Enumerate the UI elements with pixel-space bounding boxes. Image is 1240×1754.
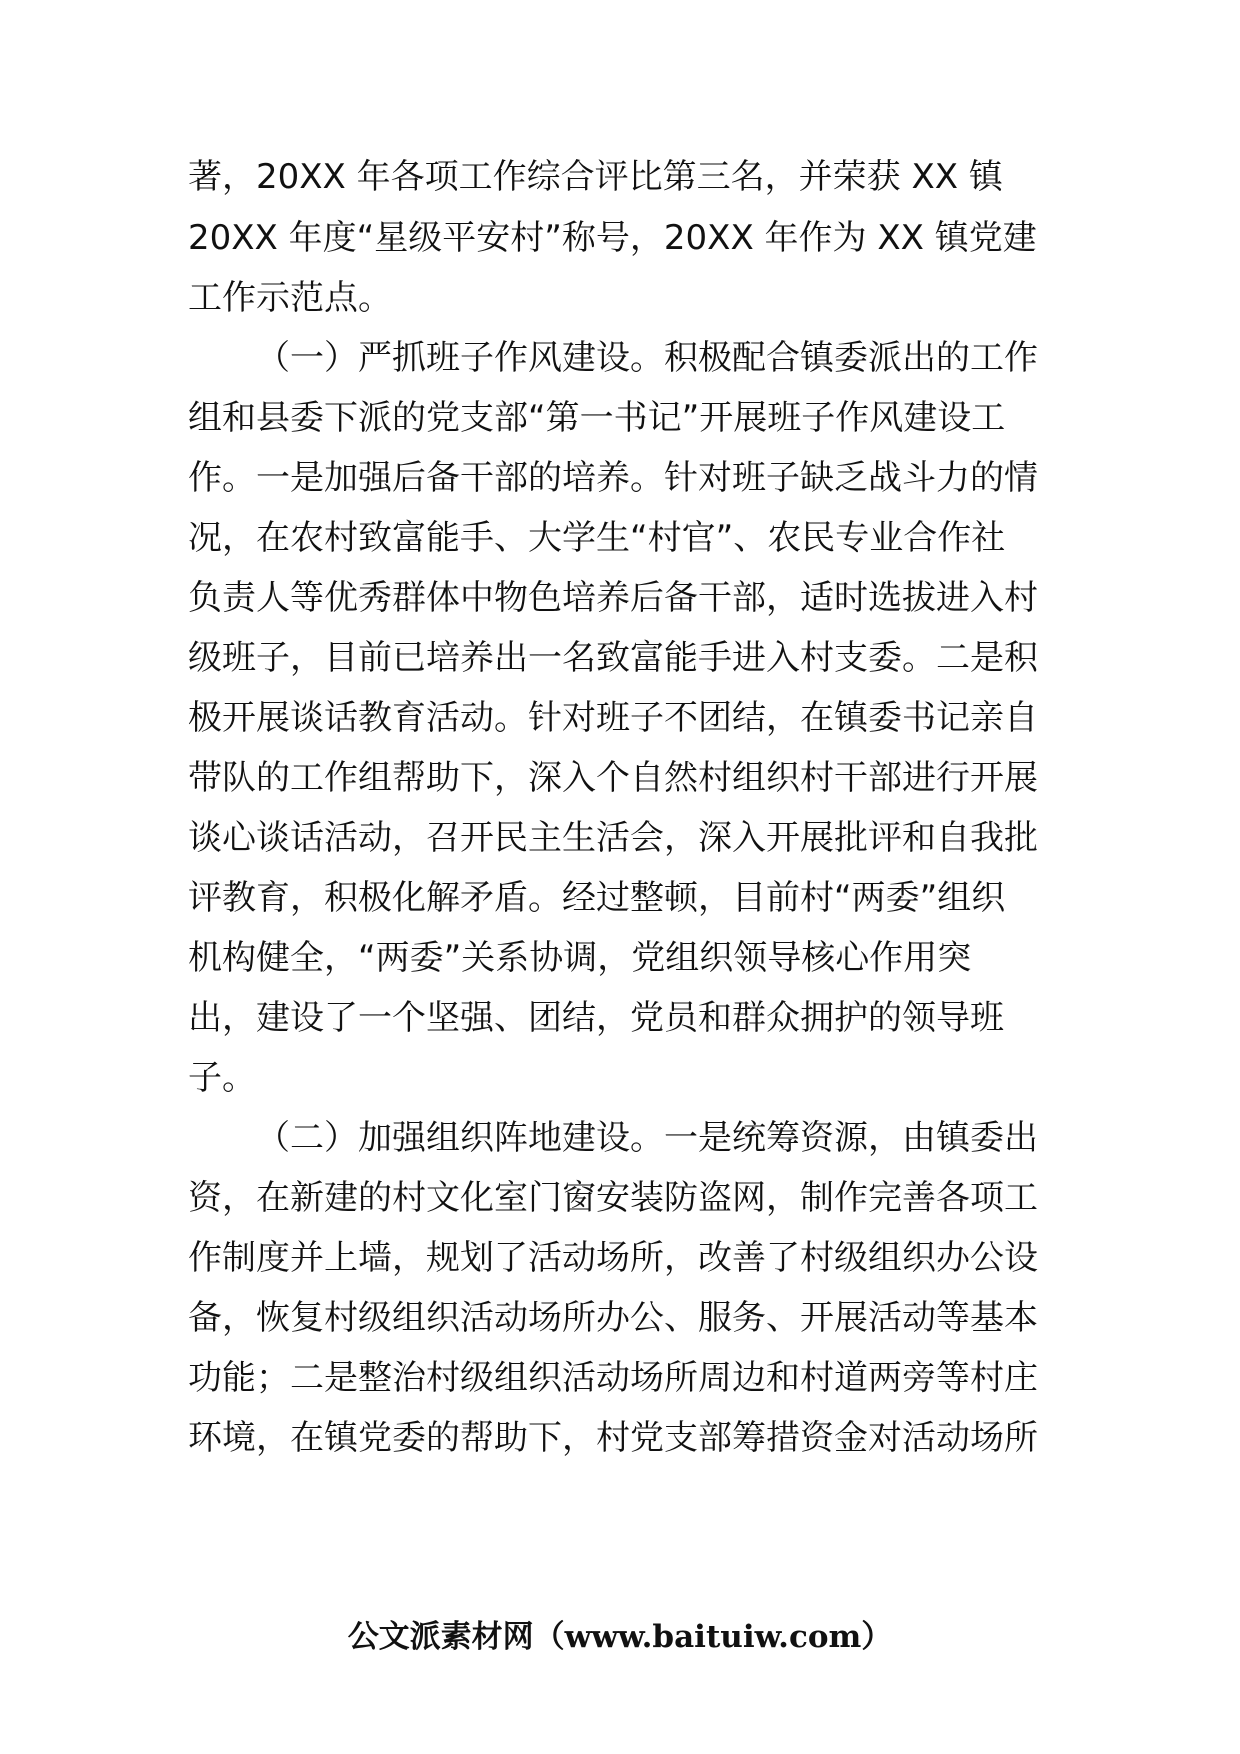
text-line: 出，建设了一个坚强、团结，党员和群众拥护的领导班 — [188, 998, 1004, 1038]
text-line: 备，恢复村级组织活动场所办公、服务、开展活动等基本 — [188, 1298, 1038, 1338]
text-line: 作。一是加强后备干部的培养。针对班子缺乏战斗力的情 — [188, 458, 1038, 498]
text-line: 环境，在镇党委的帮助下，村党支部筹措资金对活动场所 — [188, 1418, 1038, 1458]
text-line: 著，20XX 年各项工作综合评比第三名，并荣获 XX 镇 — [188, 157, 1003, 197]
text-line: 带队的工作组帮助下，深入个自然村组织村干部进行开展 — [188, 758, 1038, 798]
text-line: 20XX 年度“星级平安村”称号，20XX 年作为 XX 镇党建 — [188, 218, 1037, 258]
text-line: 资，在新建的村文化室门窗安装防盗网，制作完善各项工 — [188, 1178, 1038, 1218]
text-line: 评教育，积极化解矛盾。经过整顿，目前村“两委”组织 — [188, 878, 1006, 918]
text-line: 极开展谈话教育活动。针对班子不团结，在镇委书记亲自 — [188, 698, 1038, 738]
text-line: 功能；二是整治村级组织活动场所周边和村道两旁等村庄 — [188, 1358, 1038, 1398]
text-line: 谈心谈话活动，召开民主生活会，深入开展批评和自我批 — [188, 818, 1038, 858]
text-line: 组和县委下派的党支部“第一书记”开展班子作风建设工 — [188, 398, 1006, 438]
text-line: 作制度并上墙，规划了活动场所，改善了村级组织办公设 — [188, 1238, 1038, 1278]
text-line: 级班子，目前已培养出一名致富能手进入村支委。二是积 — [188, 638, 1038, 678]
paragraph-heading-line: （一）严抓班子作风建设。积极配合镇委派出的工作 — [256, 338, 1038, 378]
text-line: 机构健全，“两委”关系协调，党组织领导核心作用突 — [188, 938, 972, 978]
page-footer: 公文派素材网（www.baituiw.com） — [347, 1619, 893, 1655]
text-line: 负责人等优秀群体中物色培养后备干部，适时选拔进入村 — [188, 578, 1038, 618]
text-line: 子。 — [188, 1058, 256, 1098]
paragraph-heading-line: （二）加强组织阵地建设。一是统筹资源，由镇委出 — [256, 1118, 1038, 1158]
text-line: 况，在农村致富能手、大学生“村官”、农民专业合作社 — [188, 518, 1006, 558]
text-line: 工作示范点。 — [188, 278, 392, 318]
